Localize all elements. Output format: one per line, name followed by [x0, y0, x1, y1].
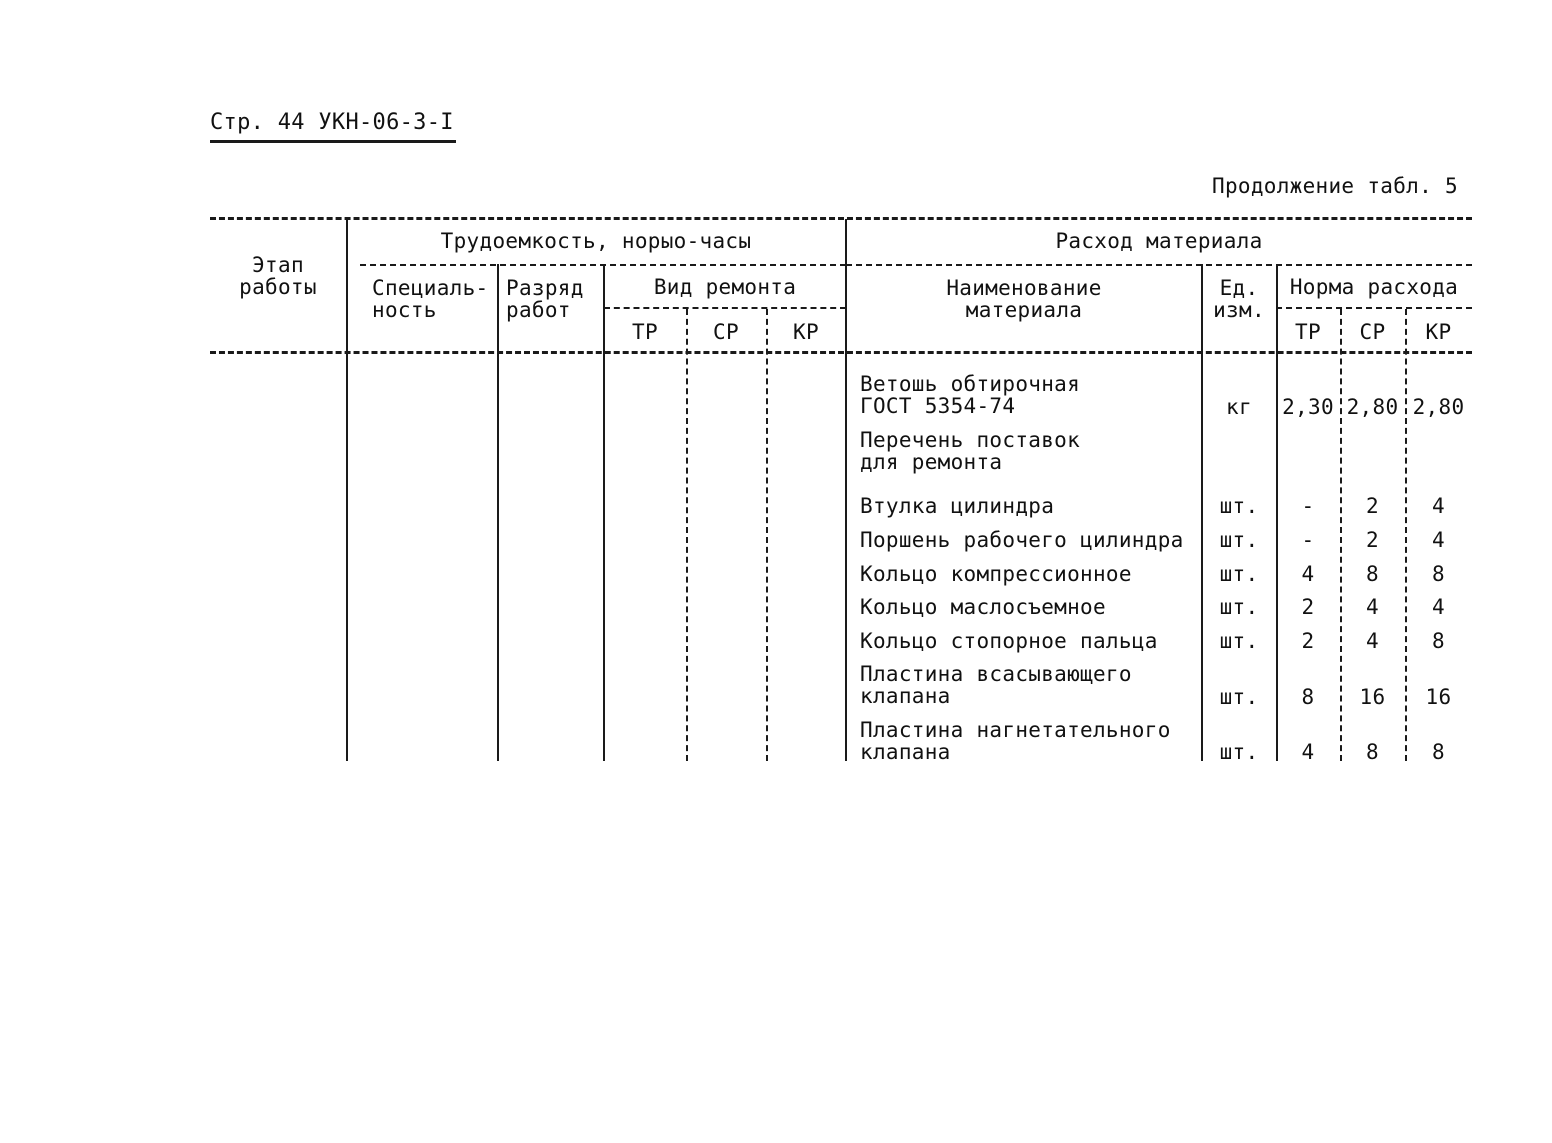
- material-name: Кольцо маслосъемное: [860, 595, 1106, 619]
- header-kr: КР: [793, 320, 819, 344]
- col-divider-specialty: [497, 264, 499, 761]
- norm-sr-cell: 2,80: [1346, 395, 1399, 419]
- header-norm-kr: КР: [1425, 320, 1452, 344]
- col-divider-stage: [346, 219, 348, 761]
- norm-sr-cell: 2: [1366, 494, 1379, 518]
- norm-tr-cell: 2: [1301, 629, 1315, 653]
- norm-tr-cell: 2: [1301, 595, 1315, 619]
- page-reference-underline: [210, 140, 456, 143]
- norm-rule: [1276, 307, 1472, 309]
- header-sr: СР: [713, 320, 739, 344]
- col-divider-tr: [686, 309, 688, 761]
- norm-tr-cell: -: [1301, 494, 1315, 518]
- norm-kr-cell: 16: [1425, 685, 1452, 709]
- material-name: Втулка цилиндра: [860, 494, 1055, 518]
- unit-cell: шт.: [1219, 494, 1259, 518]
- norm-kr-cell: 4: [1432, 528, 1445, 552]
- unit-cell: кг: [1226, 395, 1252, 419]
- norm-kr-cell: 4: [1432, 494, 1445, 518]
- header-norm-sr: СР: [1359, 320, 1386, 344]
- norm-tr-cell: 8: [1301, 685, 1315, 709]
- norm-sr-cell: 4: [1366, 595, 1379, 619]
- table-top-rule: [210, 217, 1472, 220]
- col-divider-sr: [766, 309, 768, 761]
- norm-tr-cell: 2,30: [1282, 395, 1334, 419]
- header-tr: ТР: [632, 320, 658, 344]
- unit-cell: шт.: [1219, 562, 1259, 586]
- norm-sr-cell: 8: [1366, 740, 1379, 764]
- unit-cell: шт.: [1219, 528, 1259, 552]
- unit-cell: шт.: [1219, 595, 1259, 619]
- norm-kr-cell: 8: [1432, 740, 1445, 764]
- norm-sr-cell: 8: [1366, 562, 1379, 586]
- norm-kr-cell: 8: [1432, 562, 1445, 586]
- unit-cell: шт.: [1219, 685, 1259, 709]
- norm-tr-cell: -: [1301, 528, 1315, 552]
- material-name: Пластина всасывающего клапана: [860, 662, 1132, 708]
- header-repair-type: Вид ремонта: [653, 275, 797, 299]
- material-name: Пластина нагнетательного клапана: [860, 718, 1171, 764]
- header-material-consumption: Расход материала: [1055, 229, 1263, 253]
- norm-sr-cell: 4: [1366, 629, 1379, 653]
- header-specialty: Специаль- ность: [372, 276, 489, 322]
- material-name: Перечень поставок для ремонта: [860, 428, 1081, 474]
- header-norm-tr: ТР: [1295, 320, 1321, 344]
- header-labor: Трудоемкость, норыо-часы: [440, 229, 752, 253]
- norm-tr-cell: 4: [1301, 740, 1315, 764]
- material-name: Ветошь обтирочная ГОСТ 5354-74: [860, 372, 1081, 418]
- norm-sr-cell: 2: [1366, 528, 1379, 552]
- norm-kr-cell: 2,80: [1412, 395, 1465, 419]
- header-material-name: Наименование материала: [946, 276, 1102, 322]
- norm-tr-cell: 4: [1301, 562, 1315, 586]
- header-bottom-rule: [210, 351, 1472, 354]
- page-reference: Стр. 44 УКН-06-3-I: [210, 110, 454, 135]
- table-caption: Продолжение табл. 5: [1212, 174, 1458, 198]
- norm-kr-cell: 4: [1432, 595, 1445, 619]
- material-name: Поршень рабочего цилиндра: [860, 528, 1184, 552]
- material-name: Кольцо компрессионное: [860, 562, 1132, 586]
- unit-cell: шт.: [1219, 629, 1259, 653]
- header-grade: Разряд работ: [506, 276, 584, 322]
- header-norm: Норма расхода: [1289, 275, 1459, 299]
- material-name: Кольцо стопорное пальца: [860, 629, 1158, 653]
- unit-cell: шт.: [1219, 740, 1259, 764]
- header-stage: Этап работы: [239, 253, 317, 299]
- header-unit: Ед. изм.: [1213, 276, 1265, 322]
- material-header-rule: [846, 264, 1472, 266]
- norm-kr-cell: 8: [1432, 629, 1445, 653]
- norm-sr-cell: 16: [1359, 685, 1386, 709]
- repair-type-rule: [604, 307, 846, 309]
